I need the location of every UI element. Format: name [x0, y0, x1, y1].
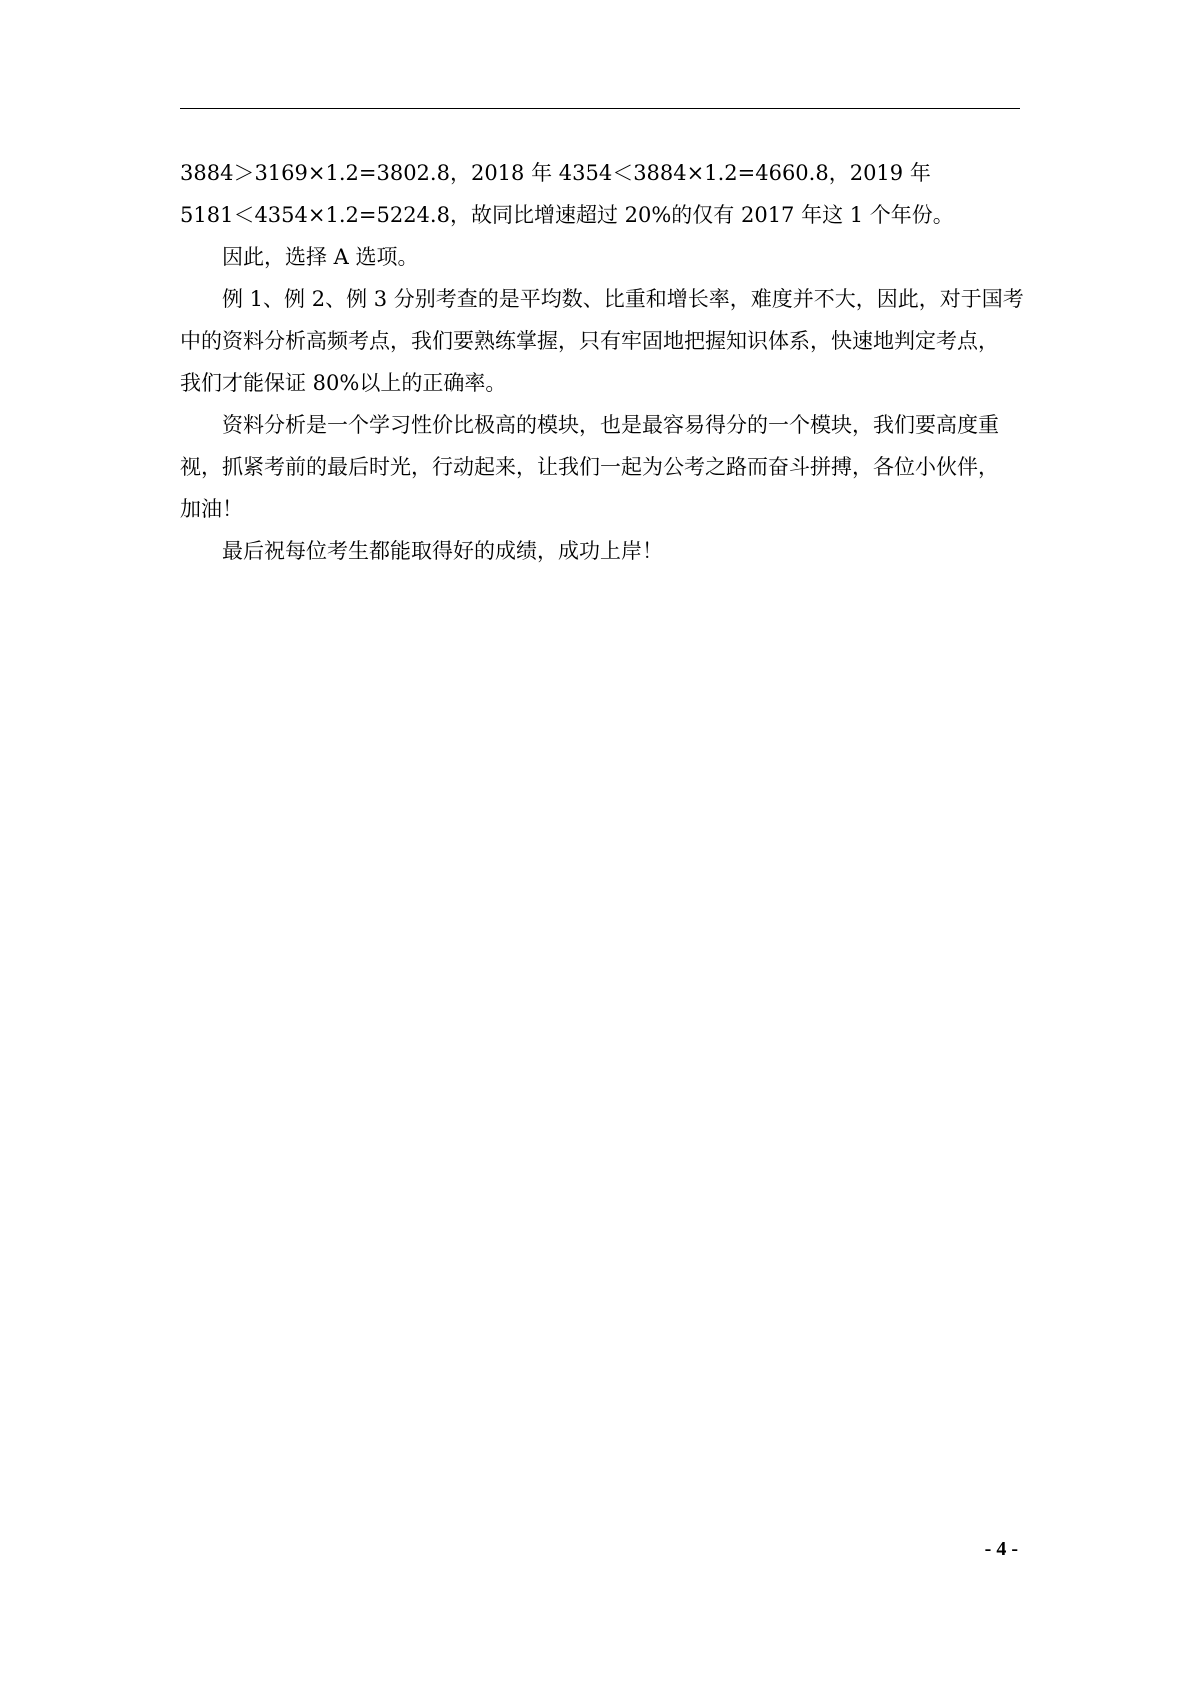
header-rule	[180, 108, 1020, 109]
page-number: - 4 -	[984, 1538, 1018, 1560]
paragraph-2-line-2: 中的资料分析高频考点，我们要熟练掌握，只有牢固地把握知识体系，快速地判定考点，	[180, 329, 999, 353]
paragraph-3-line-2: 视，抓紧考前的最后时光，行动起来，让我们一起为公考之路而奋斗拼搏，各位小伙伴，	[180, 455, 999, 479]
document-body	[180, 152, 1024, 572]
paragraph-2-line-1: 例 1、例 2、例 3 分别考查的是平均数、比重和增长率，难度并不大，因此，对于国考	[222, 287, 1024, 311]
conclusion-line: 因此，选择 A 选项。	[222, 245, 419, 269]
paragraph-3-line-3: 加油！	[180, 497, 243, 521]
paragraph-2-line-3: 我们才能保证 80%以上的正确率。	[180, 371, 507, 395]
paragraph-3-line-1: 资料分析是一个学习性价比极高的模块，也是最容易得分的一个模块，我们要高度重	[222, 413, 999, 437]
closing-line: 最后祝每位考生都能取得好的成绩，成功上岸！	[222, 539, 663, 563]
calc-line-2: 5181＜4354×1.2=5224.8，故同比增速超过 20%的仅有 2017 年这 1 个年份。	[180, 203, 954, 227]
calc-line-1: 3884＞3169×1.2=3802.8，2018 年 4354＜3884×1.2=4660.8，2019 年	[180, 161, 931, 185]
